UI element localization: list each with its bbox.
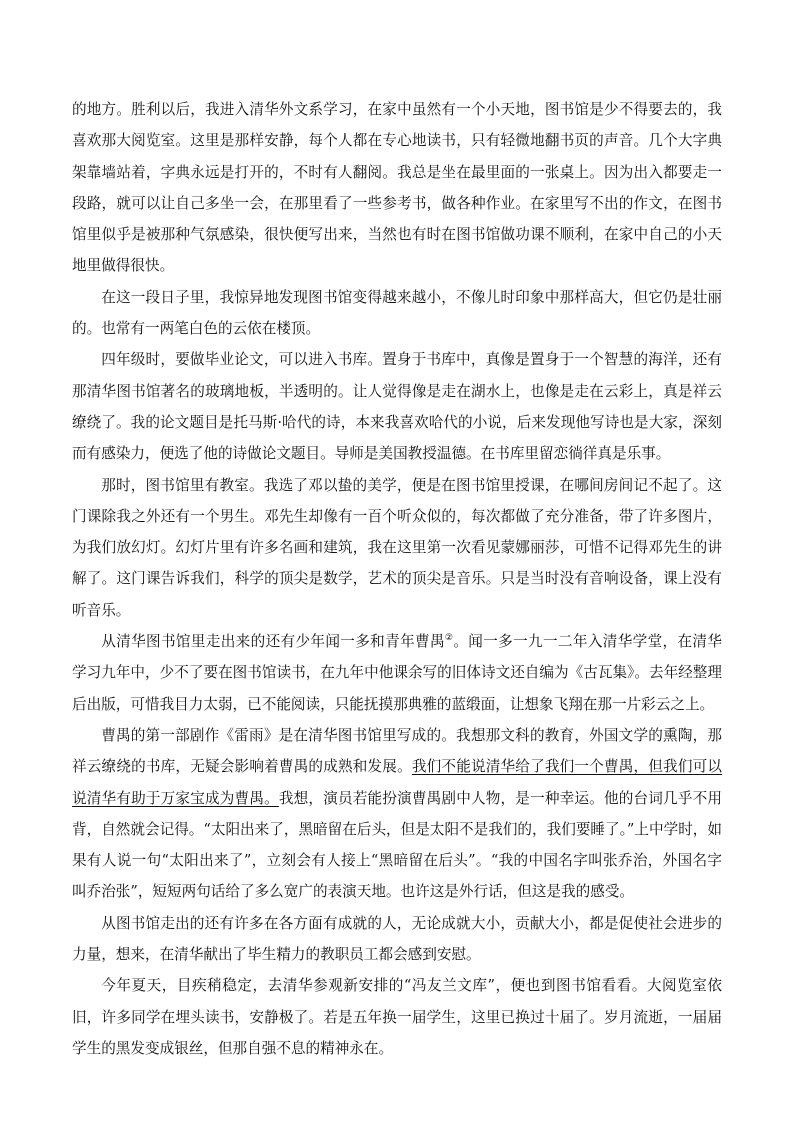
paragraph-7: 从图书馆走出的还有许多在各方面有成就的人，无论成就大小，贡献大小，都是促使社会进步的力量，想来，在清华献出了毕生精力的教职员工都会感到安慰。 bbox=[72, 914, 722, 964]
paragraph-5 bbox=[72, 626, 722, 720]
paragraph-6 bbox=[72, 720, 722, 908]
footnote-mark: ② bbox=[444, 633, 454, 644]
paragraph-8: 今年夏天，目疾稍稳定，去清华参观新安排的“冯友兰文库”，便也到图书馆看看。大阅览室依旧，许多同学在埋头读书，安静极了。若是五年换一届学生，这里已换过十届了。岁月流逝，一届届学生的黑发变成银丝，但那自强不息的精神永在。 bbox=[72, 977, 722, 1057]
paragraph-4: 那时，图书馆里有教室。我选了邓以蛰的美学，便是在图书馆里授课，在哪间房间记不起了。这门课除我之外还有一个男生。邓先生却像有一百个听众似的，每次都做了充分准备，带了许多图片，为我们放幻灯。幻灯片里有许多名画和建筑，我在这里第一次看见蒙娜丽莎，可惜不记得邓先生的讲解了。这门课告诉我们，科学的顶尖是数学，艺术的顶尖是音乐。只是当时没有音响设备，课上没有听音乐。 bbox=[72, 476, 722, 619]
underlined-sentence: 我们不能说清华给了我们一个曹禺，但我们可以说清华有助于万家宝成为曹禺。 bbox=[72, 758, 722, 807]
paragraph-6-text-after: 我想，演员若能扮演曹禺剧中人物，是一种幸运。他的台词几乎不用背，自然就会记得。“太阳出来了，黑暗留在后头，但是太阳不是我们的，我们要睡了。”上中学时，如果有人说一句“太阳出来了”，立刻会有人接上“黑暗留在后头”。“我的中国名字叫张乔治，外国名字叫乔治张”，短短两句话给了多么宽广的表演天地。也许这是外行话，但这是我的感受。 bbox=[72, 789, 722, 901]
paragraph-6-text-before: 曹禺的第一部剧作《雷雨》是在清华图书馆里写成的。我想那文科的教育，外国文学的熏陶，那祥云缭绕的书库，无疑会影响着曹禺的成熟和发展。 bbox=[72, 726, 722, 776]
paragraph-3: 四年级时，要做毕业论文，可以进入书库。置身于书库中，真像是置身于一个智慧的海洋，还有那清华图书馆著名的玻璃地板，半透明的。让人觉得像是走在湖水上，也像是走在云彩上，真是祥云缭绕了。我的论文题目是托马斯·哈代的诗，本来我喜欢哈代的小说，后来发现他写诗也是大家，深刻而有感染力，便选了他的诗做论文题目。导师是美国教授温德。在书库里留恋徜徉真是乐事。 bbox=[72, 351, 722, 463]
paragraph-2: 在这一段日子里，我惊异地发现图书馆变得越来越小，不像儿时印象中那样高大，但它仍是壮丽的。也常有一两笔白色的云依在楼顶。 bbox=[72, 288, 722, 338]
paragraph-5-text-before: 从清华图书馆里走出来的还有少年闻一多和青年曹禺 bbox=[101, 633, 445, 651]
paragraph-5-text-after: 。闻一多一九一二年入清华学堂，在清华学习九年中，少不了要在图书馆读书，在九年中他课余写的旧体诗文还自编为《古瓦集》。去年经整理后出版，可惜我目力太弱，已不能阅读，只能抚摸那典雅的蓝缎面，让想象飞翔在那一片彩云之上。 bbox=[72, 633, 722, 713]
paragraph-1: 的地方。胜利以后，我进入清华外文系学习，在家中虽然有一个小天地，图书馆是少不得要去的，我喜欢那大阅览室。这里是那样安静，每个人都在专心地读书，只有轻微地翻书页的声音。几个大字典架靠墙站着，字典永远是打开的，不时有人翻阅。我总是坐在最里面的一张桌上。因为出入都要走一段路，就可以让自己多坐一会，在那里看了一些参考书，做各种作业。在家里写不出的作文，在图书馆里似乎是被那种气氛感染，很快便写出来，当然也有时在图书馆做功课不顺利，在家中自己的小天地里做得很快。 bbox=[72, 101, 722, 275]
